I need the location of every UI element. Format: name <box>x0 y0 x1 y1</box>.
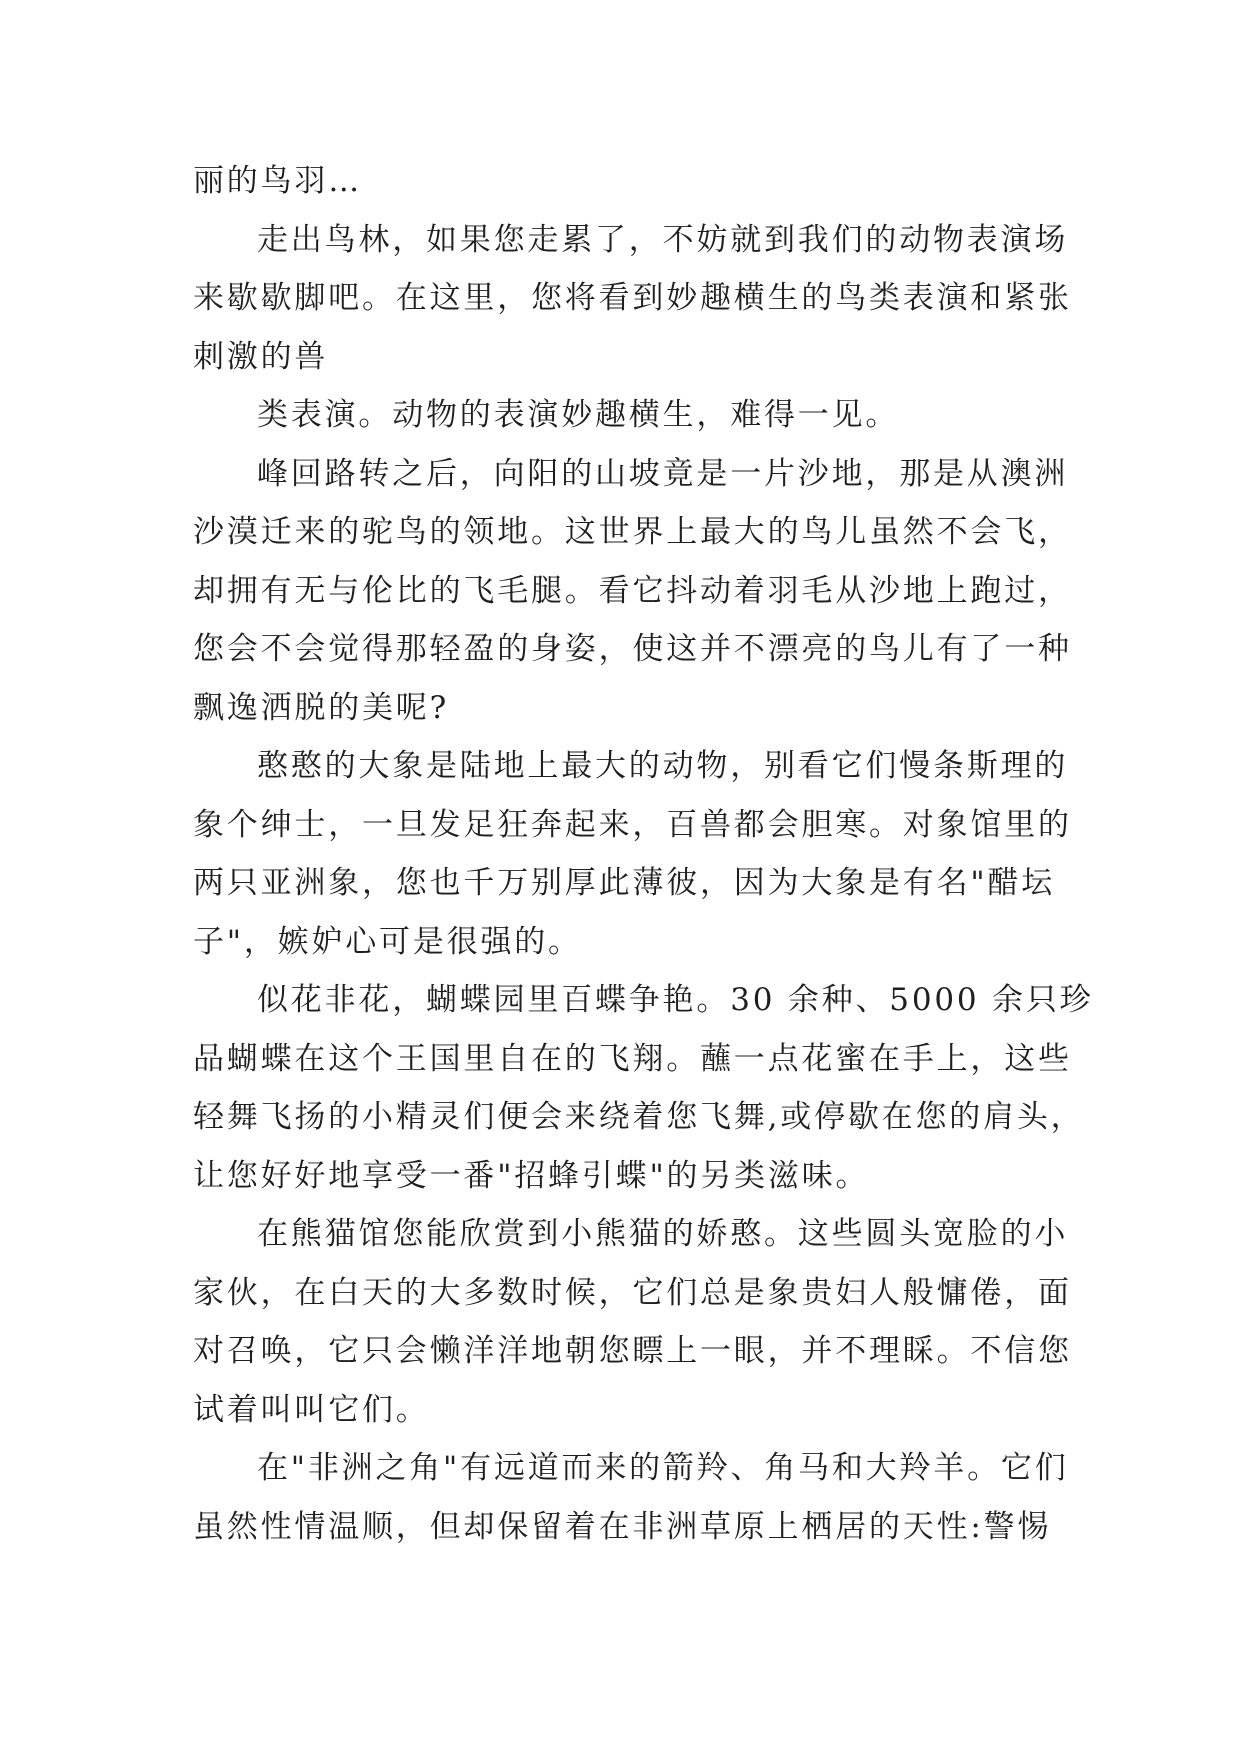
text-line: 刺激的兽 <box>193 338 329 375</box>
text-line: 峰回路转之后，向阳的山坡竟是一片沙地，那是从澳洲 <box>257 455 1069 492</box>
text-line: 象个绅士，一旦发足狂奔起来，百兽都会胆寒。对象馆里的 <box>193 806 1072 843</box>
text-line: 您会不会觉得那轻盈的身姿，使这并不漂亮的鸟儿有了一种 <box>193 631 1072 667</box>
text-line: 在"非洲之角"有远道而来的箭羚、角马和大羚羊。它们 <box>257 1450 1069 1486</box>
text-line: 让您好好地享受一番"招蜂引蝶"的另类滋味。 <box>193 1157 870 1194</box>
text-line: 子"，嫉妒心可是很强的。 <box>193 923 582 960</box>
text-line: 虽然性情温顺，但却保留着在非洲草原上栖居的天性:警惕 <box>193 1508 1052 1545</box>
text-line: 家伙，在白天的大多数时候，它们总是象贵妇人般慵倦，面 <box>193 1274 1072 1311</box>
text-line: 两只亚洲象，您也千万别厚此薄彼，因为大象是有名"醋坛 <box>193 865 1056 901</box>
text-line: 轻舞飞扬的小精灵们便会来绕着您飞舞,或停歇在您的肩头， <box>193 1099 1085 1135</box>
text-line: 走出鸟林，如果您走累了，不妨就到我们的动物表演场 <box>257 221 1069 258</box>
text-line: 沙漠迁来的驼鸟的领地。这世界上最大的鸟儿虽然不会飞， <box>193 514 1072 550</box>
text-line: 飘逸洒脱的美呢? <box>193 689 450 726</box>
text-line: 似花非花，蝴蝶园里百蝶争艳。30 余种、5000 余只珍 <box>257 982 1094 1018</box>
text-line: 憨憨的大象是陆地上最大的动物，别看它们慢条斯理的 <box>257 748 1069 784</box>
text-line: 类表演。动物的表演妙趣横生，难得一见。 <box>257 397 900 433</box>
body-text <box>193 152 1094 1556</box>
text-line: 试着叫叫它们。 <box>193 1391 430 1428</box>
text-line: 对召唤，它只会懒洋洋地朝您瞟上一眼，并不理睬。不信您 <box>193 1333 1072 1369</box>
text-line: 品蝴蝶在这个王国里自在的飞翔。蘸一点花蜜在手上，这些 <box>193 1040 1072 1077</box>
text-line: 却拥有无与伦比的飞毛腿。看它抖动着羽毛从沙地上跑过， <box>193 572 1072 609</box>
text-line: 丽的鸟羽… <box>193 163 362 199</box>
text-line: 在熊猫馆您能欣赏到小熊猫的娇憨。这些圆头宽脸的小 <box>257 1216 1069 1252</box>
text-line: 来歇歇脚吧。在这里，您将看到妙趣横生的鸟类表演和紧张 <box>193 280 1072 316</box>
